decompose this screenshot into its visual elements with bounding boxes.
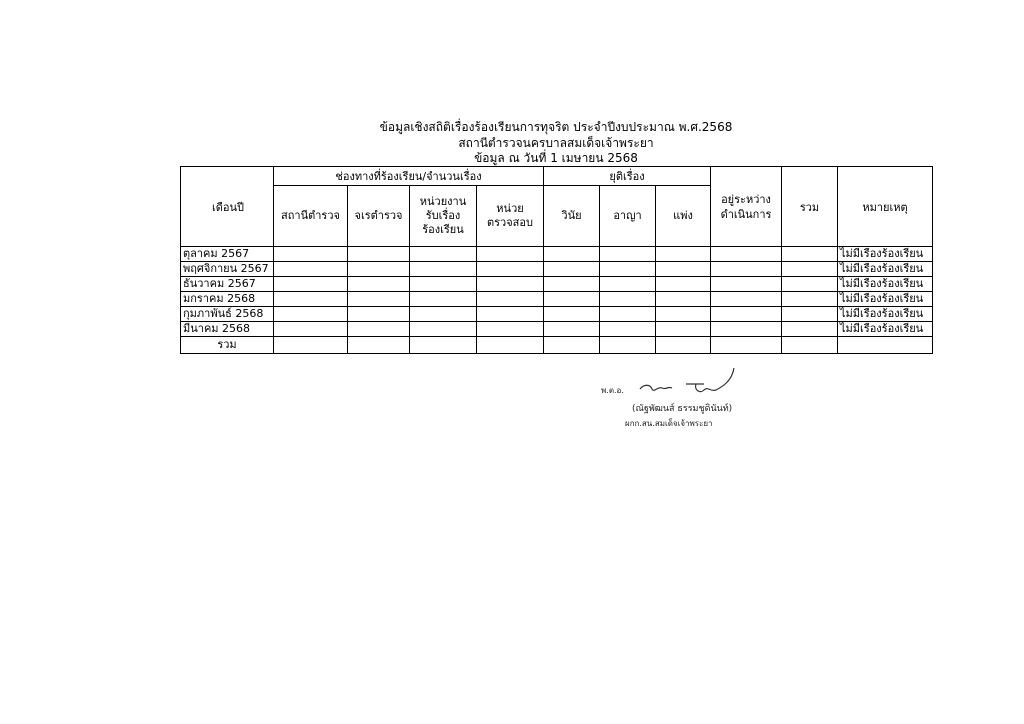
total-row xyxy=(181,337,933,354)
header-in-progress: อยู่ระหว่าง ดำเนินการ xyxy=(711,167,782,247)
row-remark: ไม่มีเรื่องร้องเรียน xyxy=(838,277,933,292)
signature-position: ผกก.สน.สมเด็จเจ้าพระยา xyxy=(625,419,713,428)
header-criminal: อาญา xyxy=(600,186,656,247)
row-month: พฤศจิกายน 2567 xyxy=(181,262,274,277)
cell xyxy=(410,337,477,354)
cell xyxy=(544,322,600,337)
row-month: ตุลาคม 2567 xyxy=(181,247,274,262)
row-month: มกราคม 2568 xyxy=(181,292,274,307)
cell xyxy=(600,307,656,322)
cell xyxy=(544,262,600,277)
header-audit-unit: หน่วย ตรวจสอบ xyxy=(477,186,544,247)
cell xyxy=(711,277,782,292)
row-remark: ไม่มีเรื่องร้องเรียน xyxy=(838,262,933,277)
cell xyxy=(410,307,477,322)
cell xyxy=(782,322,838,337)
complaint-statistics-table xyxy=(180,166,933,354)
header-month: เดือนปี xyxy=(181,167,274,247)
row-remark: ไม่มีเรื่องร้องเรียน xyxy=(838,307,933,322)
cell xyxy=(274,247,348,262)
table-row xyxy=(181,262,933,277)
table-row xyxy=(181,247,933,262)
cell xyxy=(348,307,410,322)
cell xyxy=(656,247,711,262)
cell xyxy=(410,247,477,262)
cell xyxy=(711,247,782,262)
cell xyxy=(600,262,656,277)
header-receiving-unit: หน่วยงาน รับเรื่อง ร้องเรียน xyxy=(410,186,477,247)
report-title: ข้อมูลเชิงสถิติเรื่องร้องเรียนการทุจริต ประจำปีงบประมาณ พ.ศ.2568 xyxy=(379,120,733,134)
row-remark: ไม่มีเรื่องร้องเรียน xyxy=(838,247,933,262)
cell xyxy=(600,337,656,354)
table-row xyxy=(181,322,933,337)
cell xyxy=(544,247,600,262)
cell xyxy=(348,262,410,277)
cell xyxy=(477,307,544,322)
cell xyxy=(274,307,348,322)
header-inspector: จเรตำรวจ xyxy=(348,186,410,247)
row-month: มีนาคม 2568 xyxy=(181,322,274,337)
cell xyxy=(656,277,711,292)
cell xyxy=(600,247,656,262)
cell xyxy=(544,277,600,292)
cell xyxy=(782,307,838,322)
cell xyxy=(600,277,656,292)
row-month: ธันวาคม 2567 xyxy=(181,277,274,292)
cell xyxy=(477,322,544,337)
cell xyxy=(711,307,782,322)
cell xyxy=(274,262,348,277)
cell xyxy=(656,322,711,337)
cell xyxy=(410,322,477,337)
signature-scribble xyxy=(620,362,750,402)
cell xyxy=(782,262,838,277)
cell xyxy=(782,277,838,292)
cell xyxy=(348,322,410,337)
cell xyxy=(477,277,544,292)
cell xyxy=(477,292,544,307)
cell xyxy=(838,337,933,354)
signature-name: (ณัฐพัฒนส์ ธรรมชูดินันท์) xyxy=(632,404,733,414)
cell xyxy=(348,277,410,292)
row-month: กุมภาพันธ์ 2568 xyxy=(181,307,274,322)
cell xyxy=(274,322,348,337)
header-civil: แพ่ง xyxy=(656,186,711,247)
cell xyxy=(600,292,656,307)
header-discipline: วินัย xyxy=(544,186,600,247)
cell xyxy=(348,292,410,307)
cell xyxy=(782,292,838,307)
cell xyxy=(656,307,711,322)
cell xyxy=(711,337,782,354)
header-total: รวม xyxy=(782,167,838,247)
cell xyxy=(656,337,711,354)
cell xyxy=(711,322,782,337)
cell xyxy=(656,292,711,307)
table-row xyxy=(181,292,933,307)
station-name: สถานีตำรวจนครบาลสมเด็จเจ้าพระยา xyxy=(458,136,654,150)
cell xyxy=(274,337,348,354)
cell xyxy=(544,337,600,354)
header-channels-group: ช่องทางที่ร้องเรียน/จำนวนเรื่อง xyxy=(274,167,544,186)
cell xyxy=(348,247,410,262)
cell xyxy=(348,337,410,354)
cell xyxy=(544,307,600,322)
cell xyxy=(274,277,348,292)
cell xyxy=(274,292,348,307)
header-remark: หมายเหตุ xyxy=(838,167,933,247)
cell xyxy=(410,292,477,307)
cell xyxy=(410,262,477,277)
cell xyxy=(477,262,544,277)
cell xyxy=(782,337,838,354)
signature-rank: พ.ต.อ. xyxy=(601,386,624,395)
row-remark: ไม่มีเรื่องร้องเรียน xyxy=(838,292,933,307)
cell xyxy=(656,262,711,277)
as-of-date: ข้อมูล ณ วันที่ 1 เมษายน 2568 xyxy=(474,151,638,165)
cell xyxy=(410,277,477,292)
header-station: สถานีตำรวจ xyxy=(274,186,348,247)
row-remark: ไม่มีเรื่องร้องเรียน xyxy=(838,322,933,337)
table-row xyxy=(181,277,933,292)
cell xyxy=(477,247,544,262)
cell xyxy=(477,337,544,354)
cell xyxy=(782,247,838,262)
cell xyxy=(711,292,782,307)
cell xyxy=(600,322,656,337)
cell xyxy=(544,292,600,307)
cell xyxy=(711,262,782,277)
total-label: รวม xyxy=(181,337,274,354)
table-row xyxy=(181,307,933,322)
header-closed-group: ยุติเรื่อง xyxy=(544,167,711,186)
